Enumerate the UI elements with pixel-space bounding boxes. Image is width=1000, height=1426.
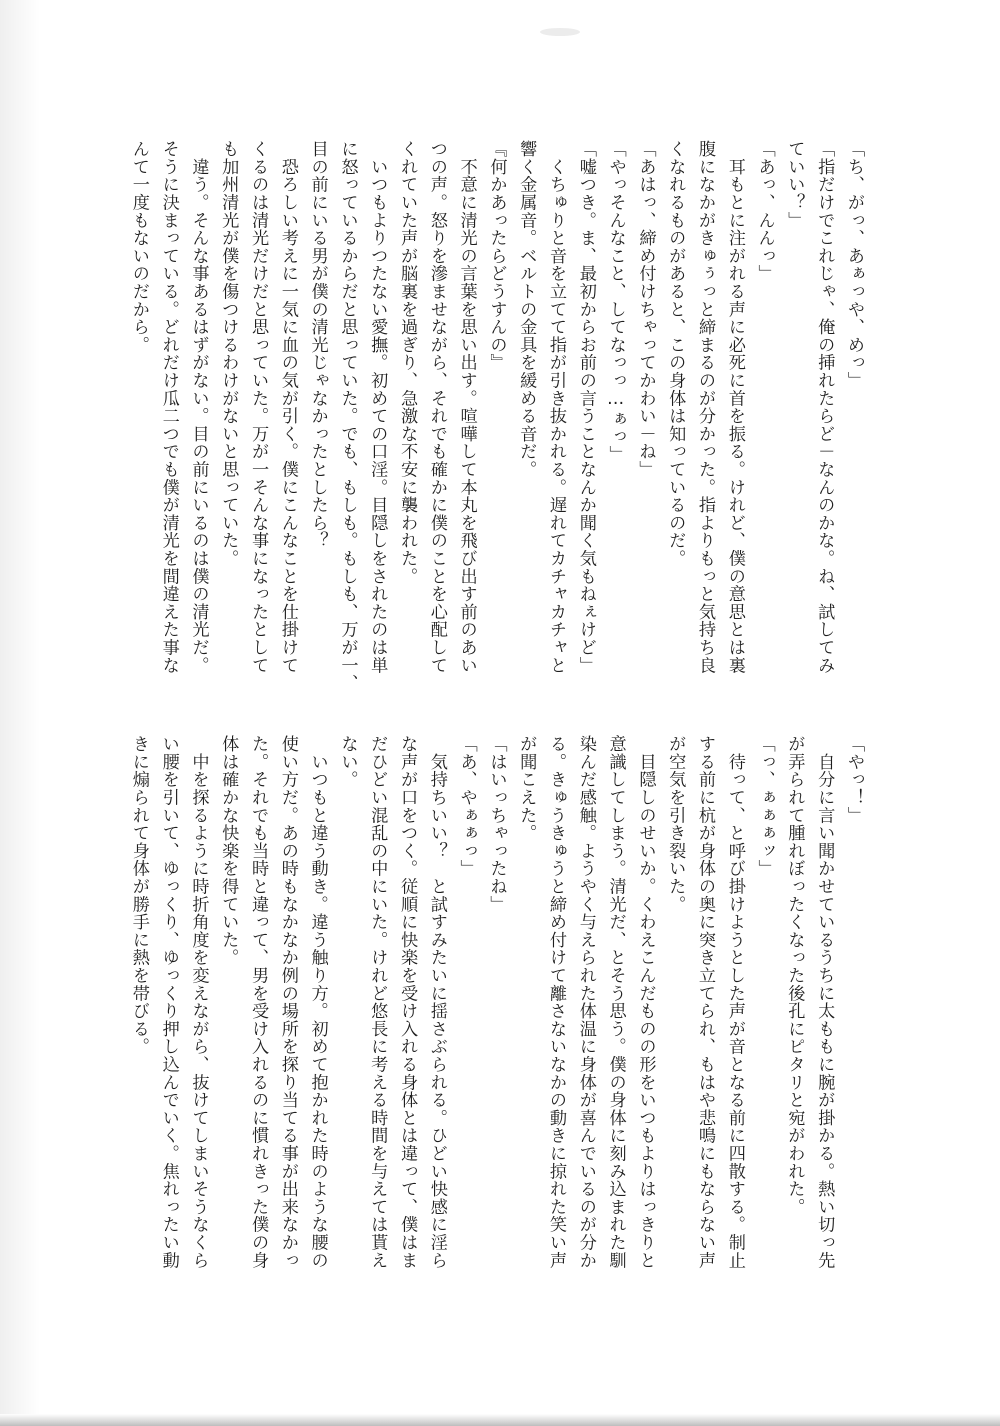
lower-text-block (123, 735, 868, 1295)
text-line: 意識してしまう。清光だ、とそう思う。僕の身体に刻み込まれた馴 (605, 735, 626, 1269)
text-line: た。それでも当時と違って、男を受け入れるのに慣れきった僕の身 (248, 735, 269, 1269)
scan-smudge (540, 28, 580, 36)
text-line: 「はいっちゃったね」 (486, 735, 507, 913)
text-line: 目隠しのせいか。くわえこんだものの形をいつもよりはっきりと (635, 735, 656, 1269)
text-line: が弄られて腫れぼったくなった後孔にピタリと宛がわれた。 (784, 735, 805, 1216)
text-line: な声が口をつく。従順に快楽を受け入れる身体とは違って、僕はま (397, 735, 418, 1269)
text-line: そうに決まっている。どれだけ瓜二つでも僕が清光を間違えた事な (158, 140, 179, 674)
text-line: 「指だけでこれじゃ、俺の挿れたらど－なんのかな。ね、試してみ (814, 140, 835, 674)
text-line: くれていた声が脳裏を過ぎり、急激な不安に襲われた。 (397, 140, 418, 585)
text-line: 「やっそんなこと、してなっっ…ぁっ」 (605, 140, 626, 464)
binding-gutter-shadow (0, 0, 40, 1426)
upper-text-block (123, 140, 868, 700)
text-line: 耳もとに注がれる声に必死に首を振る。けれど、僕の意思とは裏 (724, 140, 745, 674)
text-line: 「嘘つき。ま、最初からお前の言うことなんか聞く気もねぇけど」 (575, 140, 596, 674)
text-line: 「っ、ぁぁぁッ」 (754, 735, 775, 878)
text-line: 「あ、やぁぁっ」 (456, 735, 477, 878)
text-line: る。きゅうきゅうと締め付けて離さないなかの動きに掠れた笑い声 (546, 735, 567, 1269)
text-line: くるのは清光だけだと思っていた。万が一そんな事になったとして (248, 140, 269, 674)
text-line: んて一度もないのだから。 (128, 140, 149, 354)
text-line: 中を探るように時折角度を変えながら、抜けてしまいそうなくら (188, 735, 209, 1269)
text-line: 目の前にいる男が僕の清光じゃなかったとしたら？ (307, 140, 328, 550)
text-line: に怒っているからだと思っていた。でも、もしも。もしも、万が一、 (337, 140, 358, 692)
text-line: 恐ろしい考えに一気に血の気が引く。僕にこんなことを仕掛けて (277, 140, 298, 674)
text-line: が空気を引き裂いた。 (665, 735, 686, 913)
text-line: いつもと違う動き。違う触り方。初めて抱かれた時のような腰の (307, 735, 328, 1269)
text-line: 待って、と呼び掛けようとした声が音となる前に四散する。制止 (724, 735, 745, 1269)
text-line: 自分に言い聞かせているうちに太ももに腕が掛かる。熱い切っ先 (814, 735, 835, 1269)
text-line: 不意に清光の言葉を思い出す。喧嘩して本丸を飛び出す前のあい (456, 140, 477, 674)
text-line: 「あっ、んんっ」 (754, 140, 775, 283)
text-line: いつもよりつたない愛撫。初めての口淫。目隠しをされたのは単 (367, 140, 388, 674)
text-line: だひどい混乱の中にいた。けれど悠長に考える時間を与えては貰え (367, 735, 388, 1269)
text-line: きに煽られて身体が勝手に熱を帯びる。 (128, 735, 149, 1056)
text-line: つの声。怒りを滲ませながら、それでも確かに僕のことを心配して (426, 140, 447, 674)
text-line: する前に杭が身体の奥に突き立てられ、もはや悲鳴にもならない声 (695, 735, 716, 1269)
text-line: 体は確かな快楽を得ていた。 (218, 735, 239, 967)
scan-bottom-edge (0, 1414, 1000, 1426)
text-line: 「あはっ、締め付けちゃってかわい－ね」 (635, 140, 656, 479)
text-line: くちゅりと音を立てて指が引き抜かれる。遅れてカチャカチャと (546, 140, 567, 674)
text-line: ていい？」 (784, 140, 805, 229)
text-line: 使い方だ。あの時もなかなか例の場所を探り当てる事が出来なかっ (277, 735, 298, 1269)
text-line: 響く金属音。ベルトの金具を緩める音だ。 (516, 140, 537, 479)
text-line: ない。 (337, 735, 358, 789)
text-line: も加州清光が僕を傷つけるわけがないと思っていた。 (218, 140, 239, 568)
text-line: 「ち、がっ、あぁっや、めっ」 (844, 140, 864, 390)
text-line: い腰を引いて、ゆっくり、ゆっくり押し込んでいく。焦れったい動 (158, 735, 179, 1269)
text-line: くなれるものがあると、この身体は知っているのだ。 (665, 140, 686, 568)
text-line: 腹になかがきゅぅっと締まるのが分かった。指よりもっと気持ち良 (695, 140, 716, 674)
text-line: 『何かあったらどうすんの』 (486, 140, 507, 372)
text-line: 気持ちいい？ と試すみたいに揺さぶられる。ひどい快感に淫ら (426, 735, 447, 1269)
text-line: 染んだ感触。ようやく与えられた体温に身体が喜んでいるのが分か (575, 735, 596, 1269)
text-line: 違う。そんな事あるはずがない。目の前にいるのは僕の清光だ。 (188, 140, 209, 674)
text-line: が聞こえた。 (516, 735, 537, 842)
text-line: 「やっ！」 (844, 735, 864, 824)
